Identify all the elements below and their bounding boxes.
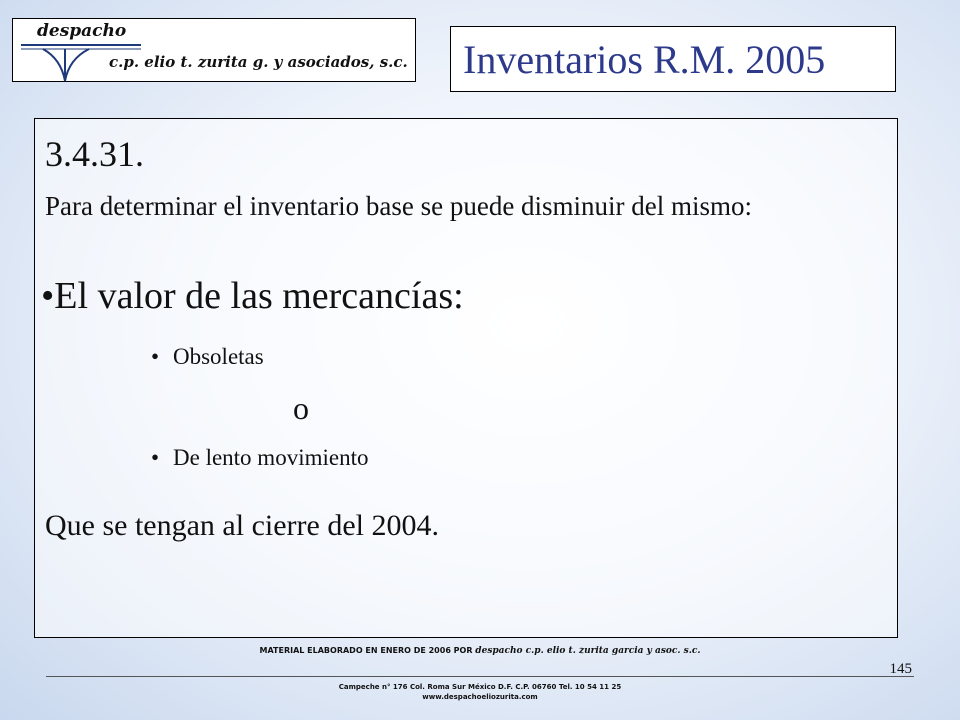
logo-word: despacho — [37, 21, 127, 41]
slide-title-box — [450, 26, 896, 92]
content-panel — [34, 118, 898, 638]
main-bullet: •El valor de las mercancías: — [41, 275, 464, 318]
footer-website: www.despachoeliozurita.com — [422, 693, 538, 701]
footer-address: Campeche n° 176 Col. Roma Sur México D.F. C.P. 06760 Tel. 10 54 11 25 — [338, 683, 622, 691]
section-number: 3.4.31. — [45, 134, 144, 174]
conjunction: o — [293, 390, 309, 427]
closing-text: Que se tengan al cierre del 2004. — [45, 509, 439, 543]
logo-subtitle: c.p. elio t. zurita g. y asociados, s.c. — [109, 53, 408, 71]
bullet-dot-icon: • — [151, 344, 160, 370]
bullet-dot-icon: • — [151, 445, 160, 471]
page-number: 145 — [889, 661, 912, 677]
footer-credit — [0, 646, 960, 656]
intro-paragraph: Para determinar el inventario base se puede disminuir del mismo: — [45, 191, 753, 221]
sub-bullet-label: De lento movimiento — [173, 445, 369, 471]
sub-bullet-item — [151, 344, 887, 370]
sub-bullet-item — [151, 445, 887, 471]
footer-credit-prefix: MATERIAL ELABORADO EN ENERO DE 2006 POR — [259, 646, 473, 655]
footer-divider — [46, 676, 914, 677]
footer-credit-brand: despacho c.p. elio t. zurita garcia y asoc. s.c. — [475, 646, 701, 656]
slide-title: Inventarios R.M. 2005 — [463, 36, 826, 82]
company-logo — [12, 18, 416, 82]
sub-bullet-label: Obsoletas — [173, 344, 264, 370]
